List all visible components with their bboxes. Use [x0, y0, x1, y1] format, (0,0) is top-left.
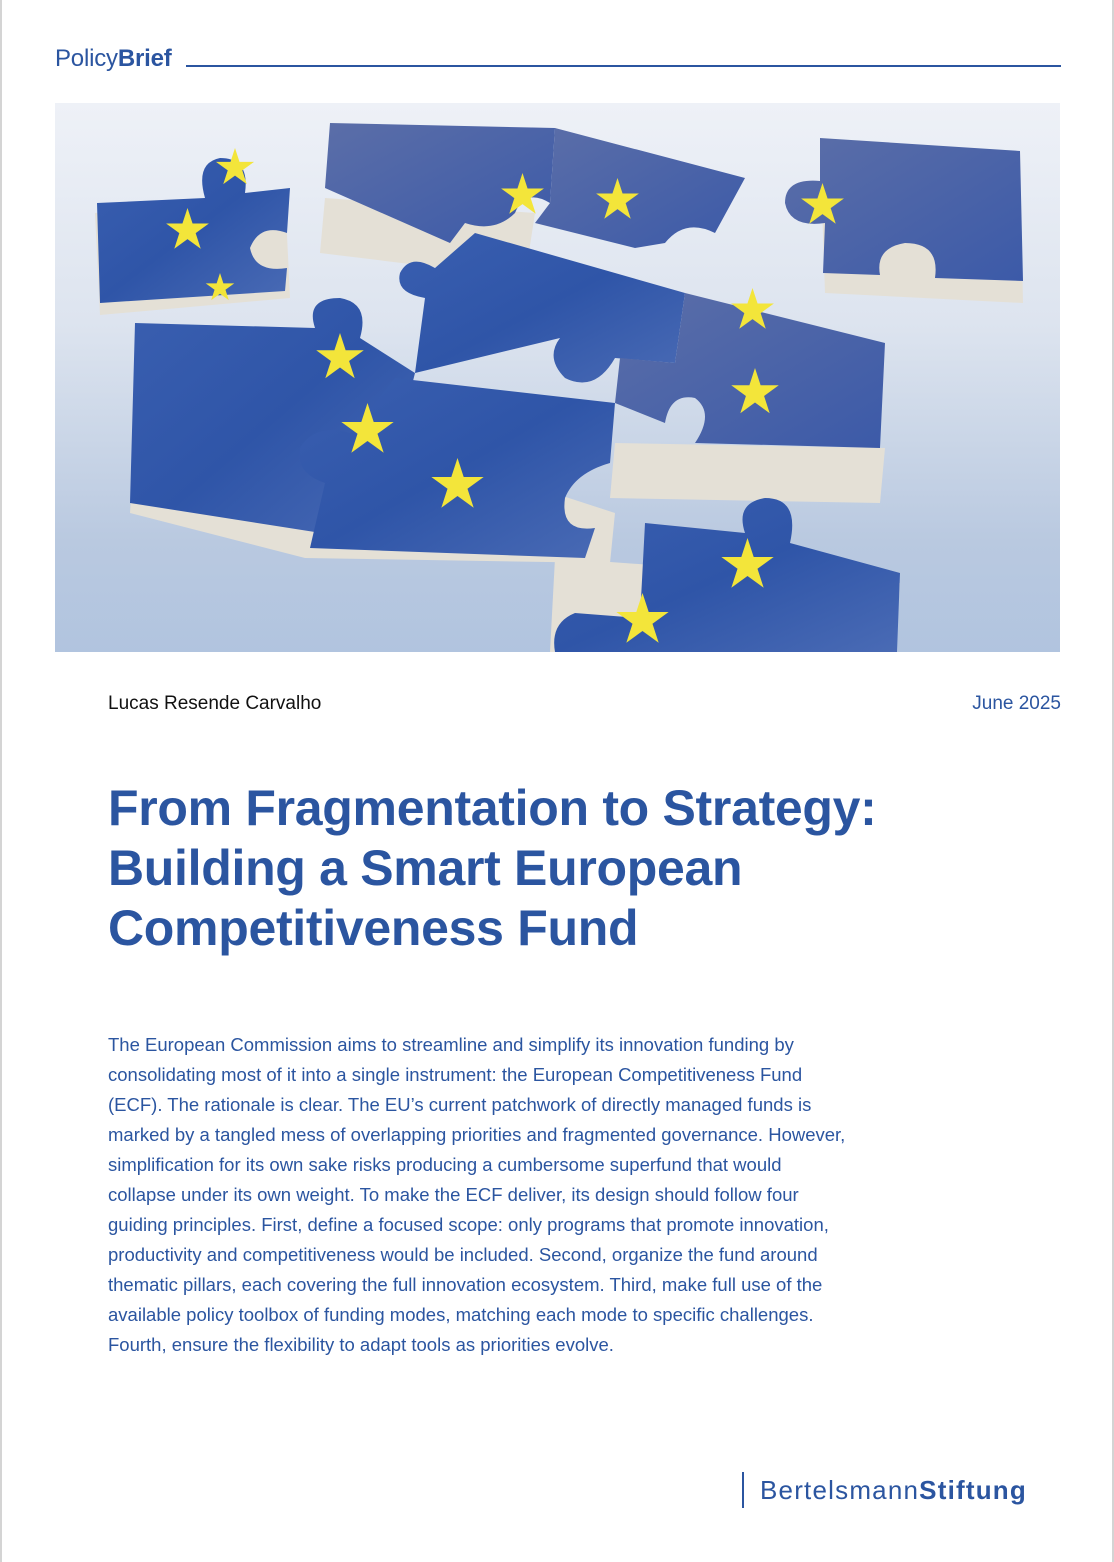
brand-bold-text: Brief — [117, 45, 172, 72]
logo-light-text: Bertelsmann — [760, 1474, 920, 1505]
title-line: Building a Smart European — [108, 840, 743, 896]
title-line: From Fragmentation to Strategy: — [108, 780, 877, 836]
abstract-line: Fourth, ensure the flexibility to adapt tools as priorities evolve. — [108, 1334, 614, 1355]
bertelsmann-stiftung-logo — [742, 1472, 1027, 1508]
abstract-line: collapse under its own weight. To make the ECF deliver, its design should follow four — [108, 1184, 799, 1205]
abstract-line: The European Commission aims to streamline and simplify its innovation funding by — [108, 1034, 794, 1055]
logo-bar — [742, 1472, 744, 1508]
hero-image-eu-puzzle — [55, 103, 1060, 652]
abstract-paragraph — [108, 1030, 1008, 1360]
brand-light-text: Policy — [55, 45, 118, 72]
abstract-line: consolidating most of it into a single instrument: the European Competitiveness Fund — [108, 1064, 803, 1085]
header-rule — [186, 65, 1061, 67]
policy-brief-brand — [55, 44, 172, 74]
logo-text — [760, 1475, 1027, 1506]
logo-bold-text: Stiftung — [919, 1474, 1027, 1505]
title-line: Competitiveness Fund — [108, 900, 639, 956]
abstract-line: productivity and competitiveness would be included. Second, organize the fund around — [108, 1244, 818, 1265]
abstract-line: simplification for its own sake risks producing a cumbersome superfund that would — [108, 1154, 782, 1175]
abstract-line: guiding principles. First, define a focused scope: only programs that promote innovation, — [108, 1214, 829, 1235]
document-title — [108, 778, 1068, 958]
publication-date: June 2025 — [972, 693, 1061, 714]
abstract-line: marked by a tangled mess of overlapping priorities and fragmented governance. However, — [108, 1124, 846, 1145]
abstract-line: (ECF). The rationale is clear. The EU’s current patchwork of directly managed funds is — [108, 1094, 812, 1115]
policy-brief-header — [55, 40, 1061, 74]
author-name: Lucas Resende Carvalho — [108, 693, 322, 714]
page-border-left — [0, 0, 2, 1562]
eu-puzzle-illustration — [55, 103, 1060, 652]
abstract-line: available policy toolbox of funding modes, matching each mode to specific challenges. — [108, 1304, 814, 1325]
abstract-line: thematic pillars, each covering the full innovation ecosystem. Third, make full use of the — [108, 1274, 823, 1295]
